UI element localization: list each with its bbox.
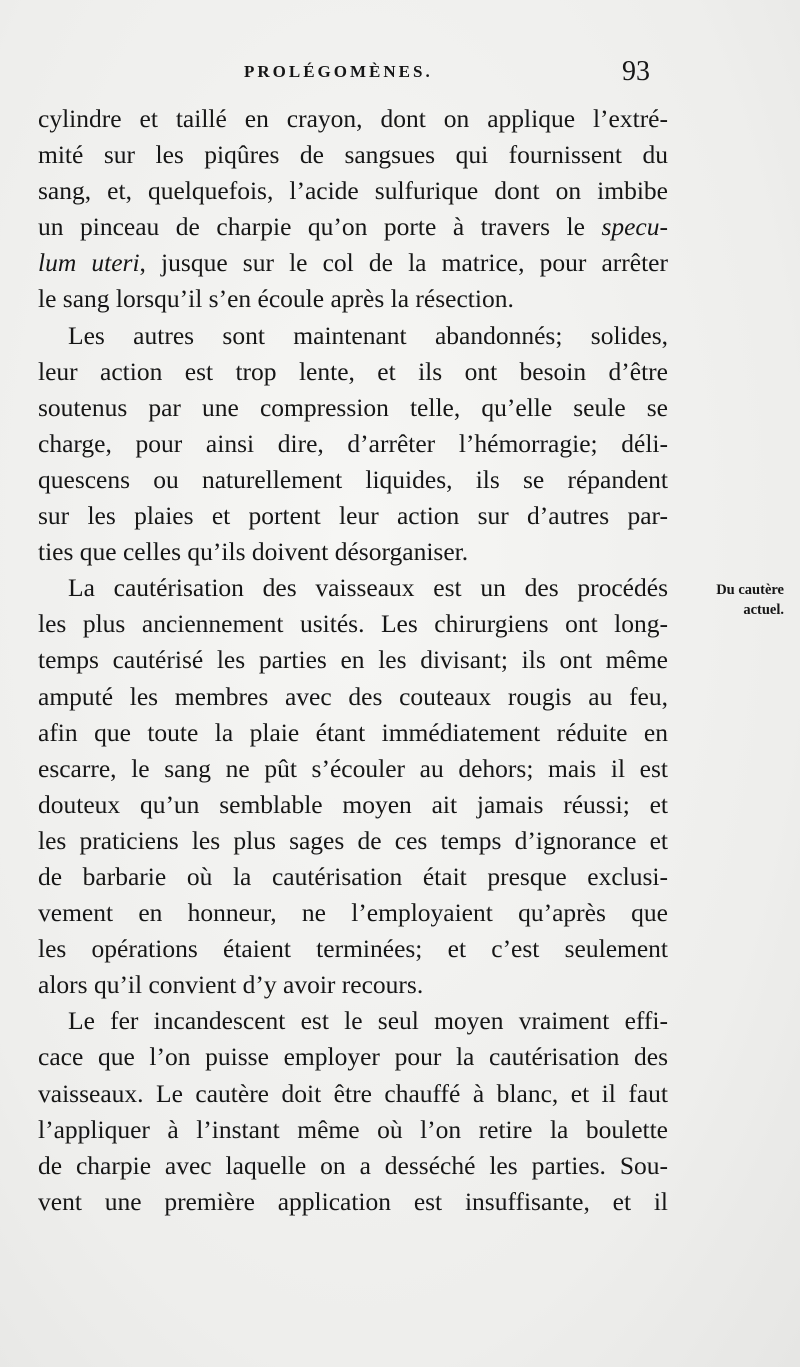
text-line: l’appliquer à l’instant même où l’on retire la boulette xyxy=(38,1114,668,1144)
text-line: cace que l’on puisse employer pour la cautérisation des xyxy=(38,1042,668,1072)
text-line: cylindre et taillé en crayon, dont on applique l’extré- xyxy=(38,104,668,133)
text-line: les plus anciennement usités. Les chirurgiens ont long- xyxy=(38,609,668,639)
text-line: amputé les membres avec des couteaux rougis au feu, xyxy=(38,681,668,711)
text-line: afin que toute la plaie étant immédiatement réduite en xyxy=(38,717,668,747)
text-line: charge, pour ainsi dire, d’arrêter l’hémorragie; déli- xyxy=(38,428,668,458)
text-line: douteux qu’un semblable moyen ait jamais réussi; et xyxy=(38,789,668,819)
margin-note-line: Du cautère xyxy=(716,582,784,598)
text-line: Le fer incandescent est le seul moyen vraiment effi- xyxy=(68,1006,668,1036)
text-line: ties que celles qu’ils doivent désorganiser. xyxy=(38,537,469,567)
text-line: sur les plaies et portent leur action sur d’autres par- xyxy=(38,501,668,531)
text-line: les praticiens les plus sages de ces temps d’ignorance et xyxy=(38,825,668,855)
text-line: soutenus par une compression telle, qu’elle seule se xyxy=(38,392,668,422)
text-line: La cautérisation des vaisseaux est un des procédés xyxy=(68,573,668,603)
text-line: Les autres sont maintenant abandonnés; solides, xyxy=(68,320,668,350)
text-line: vement en honneur, ne l’employaient qu’après que xyxy=(38,898,668,928)
text-line: mité sur les piqûres de sangsues qui fournissent du xyxy=(38,140,668,170)
text-line: temps cautérisé les parties en les divisant; ils ont même xyxy=(38,645,668,675)
text-line: sang, et, quelquefois, l’acide sulfurique dont on imbibe xyxy=(38,176,668,206)
text-line: quescens ou naturellement liquides, ils se répandent xyxy=(38,464,668,494)
text-line: vaisseaux. Le cautère doit être chauffé à blanc, et il faut xyxy=(38,1078,668,1108)
text-line: leur action est trop lente, et ils ont besoin d’être xyxy=(38,356,668,386)
text-line: de charpie avec laquelle on a desséché les parties. Sou- xyxy=(38,1150,668,1180)
text-line: lum uteri, jusque sur le col de la matrice, pour arrêter xyxy=(38,248,668,278)
page-number: 93 xyxy=(622,56,650,87)
text-line: vent une première application est insuffisante, et il xyxy=(38,1186,668,1216)
body-text xyxy=(38,101,668,1220)
text-line: escarre, le sang ne pût s’écouler au dehors; mais il est xyxy=(38,753,668,783)
text-line: les opérations étaient terminées; et c’est seulement xyxy=(38,934,668,964)
text-line: un pinceau de charpie qu’on porte à travers le specu- xyxy=(38,212,668,242)
text-line: alors qu’il convient d’y avoir recours. xyxy=(38,970,424,1000)
text-line: de barbarie où la cautérisation était presque exclusi- xyxy=(38,861,668,891)
margin-note-line: actuel. xyxy=(743,602,784,618)
text-line: le sang lorsqu’il s’en écoule après la résection. xyxy=(38,284,514,314)
margin-note xyxy=(684,580,784,620)
running-head: PROLÉGOMÈNES. xyxy=(244,62,433,81)
